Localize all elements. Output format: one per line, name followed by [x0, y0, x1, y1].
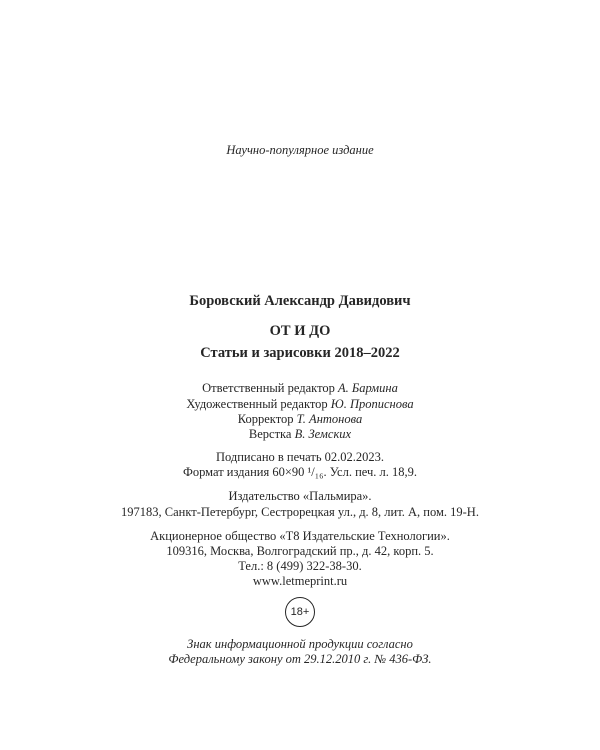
printer-name: Акционерное общество «Т8 Издательские Технологии».: [150, 529, 450, 543]
credit-art-editor-name: Ю. Прописнова: [330, 397, 414, 411]
legal-note-line2: Федеральному закону от 29.12.2010 г. № 436-ФЗ.: [168, 652, 432, 666]
book-title: ОТ И ДО: [269, 323, 331, 339]
age-rating-badge: 18+: [285, 597, 315, 627]
printer-website: www.letmeprint.ru: [252, 574, 348, 588]
credit-layout: [0, 427, 600, 442]
author-name: Боровский Александр Давидович: [189, 293, 411, 309]
print-signed: Подписано в печать 02.02.2023.: [215, 450, 385, 464]
credit-layout-name: В. Земских: [294, 427, 352, 441]
printer-phone: Тел.: 8 (499) 322-38-30.: [238, 559, 362, 573]
credit-art-editor: [0, 397, 600, 412]
print-format: Формат издания 60×90 ¹/₁₆. Усл. печ. л. 18,9.: [182, 465, 418, 479]
credit-proofreader-name: Т. Антонова: [296, 412, 363, 426]
credit-proofreader-label: Корректор: [237, 412, 294, 426]
credit-editor-label: Ответственный редактор: [202, 381, 335, 395]
legal-note-line1: Знак информационной продукции согласно: [187, 637, 413, 651]
credit-art-editor-label: Художественный редактор: [186, 397, 328, 411]
publisher-address: 197183, Санкт-Петербург, Сестрорецкая ул., д. 8, лит. А, пом. 19-Н.: [121, 505, 479, 519]
publisher-name: Издательство «Пальмира».: [228, 489, 372, 503]
genre-label: Научно-популярное издание: [226, 143, 374, 157]
printer-address: 109316, Москва, Волгоградский пр., д. 42, корп. 5.: [166, 544, 434, 558]
credit-editor: [0, 381, 600, 396]
credit-layout-label: Верстка: [248, 427, 292, 441]
credit-editor-name: А. Бармина: [338, 381, 398, 395]
book-subtitle: Статьи и зарисовки 2018–2022: [200, 345, 400, 361]
credit-proofreader: [0, 412, 600, 427]
